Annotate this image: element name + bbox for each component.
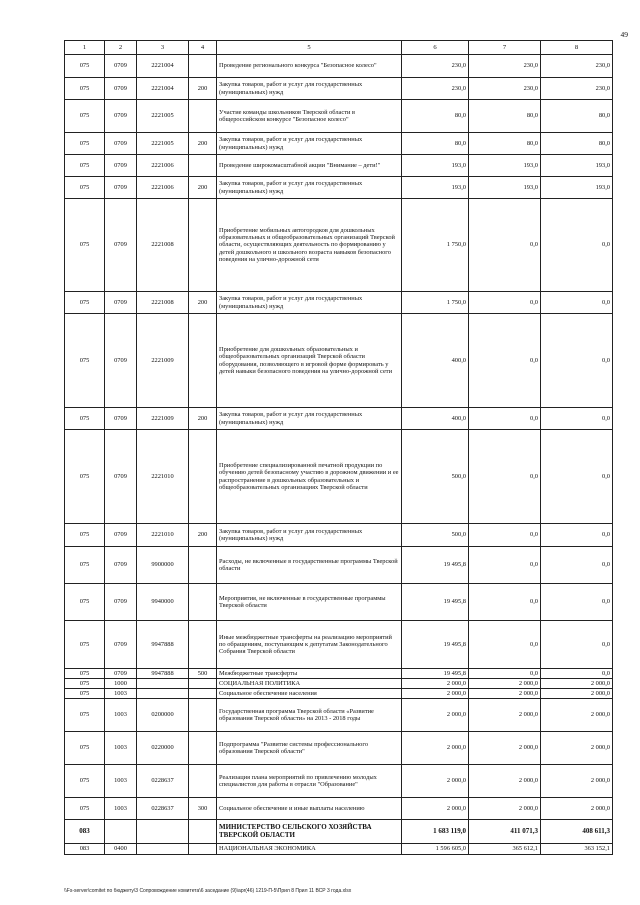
cell-admin-code: 075 [65,100,105,133]
cell-description: Реализация плана мероприятий по привлечению молодых специалистов для работы в отрасли "Образование" [217,765,402,798]
cell-amount-year2: 2 000,0 [469,798,541,820]
table-row [65,524,613,547]
cell-amount-year2: 0,0 [469,547,541,584]
cell-amount-year2: 2 000,0 [469,689,541,699]
cell-target-code: 2221004 [137,55,189,78]
cell-amount-year1: 500,0 [402,430,469,524]
cell-description: НАЦИОНАЛЬНАЯ ЭКОНОМИКА [217,844,402,855]
cell-amount-year2: 2 000,0 [469,765,541,798]
cell-amount-year3: 230,0 [541,78,613,100]
table-row [65,430,613,524]
cell-expense-type [189,430,217,524]
cell-expense-type [189,732,217,765]
table-row [65,55,613,78]
table-row [65,584,613,621]
cell-admin-code: 075 [65,177,105,199]
cell-section-code: 0709 [105,547,137,584]
cell-amount-year2: 0,0 [469,314,541,408]
cell-amount-year1: 400,0 [402,314,469,408]
header-cell: 2 [105,41,137,55]
cell-expense-type: 200 [189,133,217,155]
cell-amount-year3: 0,0 [541,292,613,314]
cell-amount-year1: 230,0 [402,55,469,78]
cell-expense-type [189,199,217,292]
cell-admin-code: 075 [65,524,105,547]
cell-admin-code: 075 [65,621,105,669]
table-row [65,547,613,584]
cell-expense-type: 200 [189,78,217,100]
cell-section-code: 0709 [105,199,137,292]
cell-target-code: 2221009 [137,408,189,430]
cell-amount-year1: 80,0 [402,100,469,133]
cell-section-code: 0709 [105,408,137,430]
header-row [65,41,613,55]
cell-amount-year2: 365 612,1 [469,844,541,855]
table-row [65,155,613,177]
cell-amount-year2: 0,0 [469,584,541,621]
table-row [65,199,613,292]
cell-amount-year2: 230,0 [469,78,541,100]
cell-description: Расходы, не включенные в государственные программы Тверской области [217,547,402,584]
cell-amount-year3: 408 611,3 [541,820,613,844]
cell-amount-year1: 2 000,0 [402,679,469,689]
cell-admin-code: 075 [65,584,105,621]
budget-table [64,40,613,855]
cell-description: Проведение широкомасштабной акции "Внимание – дети!" [217,155,402,177]
table-row [65,765,613,798]
cell-amount-year3: 80,0 [541,100,613,133]
cell-amount-year2: 411 071,3 [469,820,541,844]
cell-admin-code: 075 [65,679,105,689]
table-row [65,133,613,155]
cell-admin-code: 083 [65,844,105,855]
cell-amount-year2: 193,0 [469,177,541,199]
cell-admin-code: 075 [65,408,105,430]
cell-section-code: 0709 [105,78,137,100]
cell-target-code: 2221006 [137,177,189,199]
cell-description: Закупка товаров, работ и услуг для государственных (муниципальных) нужд [217,524,402,547]
cell-admin-code: 075 [65,133,105,155]
cell-amount-year2: 0,0 [469,199,541,292]
cell-amount-year2: 2 000,0 [469,699,541,732]
cell-amount-year1: 193,0 [402,177,469,199]
cell-amount-year3: 2 000,0 [541,689,613,699]
cell-amount-year3: 0,0 [541,584,613,621]
cell-section-code: 0709 [105,524,137,547]
cell-description: Закупка товаров, работ и услуг для государственных (муниципальных) нужд [217,177,402,199]
cell-target-code: 2221008 [137,199,189,292]
cell-section-code: 1003 [105,699,137,732]
cell-admin-code: 075 [65,314,105,408]
cell-amount-year2: 193,0 [469,155,541,177]
cell-target-code: 2221005 [137,133,189,155]
cell-expense-type [189,55,217,78]
cell-amount-year3: 2 000,0 [541,699,613,732]
cell-amount-year1: 19 495,8 [402,584,469,621]
cell-section-code: 0709 [105,133,137,155]
cell-amount-year1: 2 000,0 [402,765,469,798]
cell-description: Закупка товаров, работ и услуг для государственных (муниципальных) нужд [217,292,402,314]
table-row [65,100,613,133]
cell-admin-code: 075 [65,798,105,820]
cell-amount-year2: 80,0 [469,133,541,155]
cell-amount-year1: 1 750,0 [402,199,469,292]
footer-file-path: \\Fs-server\comitet по бюджету\3 Сопровождение комитета\6 заседание (9)\apr(46) 1219-П-5\Прил 8 Прил 11 ВСР 3 года.xlsx [64,888,352,894]
cell-expense-type [189,155,217,177]
cell-amount-year3: 2 000,0 [541,798,613,820]
cell-amount-year3: 0,0 [541,621,613,669]
cell-amount-year3: 0,0 [541,199,613,292]
cell-description: Закупка товаров, работ и услуг для государственных (муниципальных) нужд [217,133,402,155]
cell-description: Иные межбюджетные трансферты на реализацию мероприятий по обращениям, поступающим к депутатам Законодательного Собрания Тверской области [217,621,402,669]
cell-description: Приобретение специализированной печатной продукции по обучению детей безопасному участию в дорожном движении и ее распространение в дошкольных образовательных и общеобразовательных организациях Тверской области [217,430,402,524]
cell-target-code: 2221010 [137,524,189,547]
table-row [65,177,613,199]
cell-amount-year3: 0,0 [541,524,613,547]
cell-section-code: 0709 [105,292,137,314]
cell-description: МИНИСТЕРСТВО СЕЛЬСКОГО ХОЗЯЙСТВА ТВЕРСКОЙ ОБЛАСТИ [217,820,402,844]
cell-section-code: 0709 [105,621,137,669]
cell-section-code: 0709 [105,155,137,177]
table-row [65,732,613,765]
cell-expense-type: 200 [189,408,217,430]
cell-admin-code: 075 [65,669,105,679]
header-cell: 7 [469,41,541,55]
cell-target-code: 2221008 [137,292,189,314]
cell-amount-year1: 19 495,8 [402,547,469,584]
cell-amount-year2: 80,0 [469,100,541,133]
cell-expense-type [189,699,217,732]
cell-section-code: 0709 [105,55,137,78]
cell-expense-type [189,584,217,621]
cell-expense-type: 200 [189,292,217,314]
header-cell: 3 [137,41,189,55]
header-cell: 1 [65,41,105,55]
cell-target-code [137,679,189,689]
cell-admin-code: 075 [65,78,105,100]
header-cell: 8 [541,41,613,55]
cell-expense-type [189,765,217,798]
cell-section-code: 0709 [105,584,137,621]
table-row [65,78,613,100]
cell-target-code: 0220000 [137,732,189,765]
table-row [65,679,613,689]
cell-amount-year1: 2 000,0 [402,689,469,699]
cell-amount-year3: 2 000,0 [541,732,613,765]
cell-amount-year1: 1 596 605,0 [402,844,469,855]
cell-section-code: 1000 [105,679,137,689]
cell-amount-year2: 230,0 [469,55,541,78]
cell-amount-year3: 363 152,1 [541,844,613,855]
cell-amount-year3: 2 000,0 [541,679,613,689]
table-row [65,844,613,855]
table-row [65,689,613,699]
cell-section-code: 1003 [105,732,137,765]
cell-description: Социальное обеспечение населения [217,689,402,699]
cell-amount-year3: 0,0 [541,430,613,524]
header-cell: 5 [217,41,402,55]
cell-amount-year1: 80,0 [402,133,469,155]
cell-amount-year3: 80,0 [541,133,613,155]
table-row [65,621,613,669]
cell-amount-year3: 193,0 [541,177,613,199]
cell-target-code: 9947888 [137,669,189,679]
cell-amount-year1: 2 000,0 [402,732,469,765]
header-cell: 6 [402,41,469,55]
cell-admin-code: 075 [65,765,105,798]
cell-description: Межбюджетные трансферты [217,669,402,679]
table-body [65,55,613,855]
cell-description: Приобретение для дошкольных образовательных и общеобразовательных организаций Тверской области оборудования, позволяющего в игровой форме формировать у детей навыки безопасного поведения на улично-дорожной сети [217,314,402,408]
cell-target-code: 0228637 [137,765,189,798]
cell-amount-year1: 19 495,8 [402,621,469,669]
cell-admin-code: 075 [65,699,105,732]
cell-target-code [137,844,189,855]
table-row [65,669,613,679]
table-row [65,699,613,732]
cell-expense-type: 300 [189,798,217,820]
cell-amount-year1: 500,0 [402,524,469,547]
cell-description: Закупка товаров, работ и услуг для государственных (муниципальных) нужд [217,78,402,100]
cell-section-code: 0709 [105,100,137,133]
cell-target-code: 0228637 [137,798,189,820]
cell-amount-year3: 0,0 [541,408,613,430]
cell-amount-year1: 230,0 [402,78,469,100]
cell-expense-type [189,820,217,844]
cell-section-code: 0400 [105,844,137,855]
cell-target-code: 9947888 [137,621,189,669]
cell-target-code: 0200000 [137,699,189,732]
cell-description: Мероприятия, не включенные в государственные программы Тверской области [217,584,402,621]
cell-amount-year1: 2 000,0 [402,798,469,820]
cell-amount-year3: 0,0 [541,547,613,584]
cell-section-code: 1003 [105,689,137,699]
cell-description: Участие команды школьников Тверской области в общероссийском конкурсе "Безопасное колесо" [217,100,402,133]
cell-amount-year3: 230,0 [541,55,613,78]
cell-amount-year1: 1 683 119,0 [402,820,469,844]
header-cell: 4 [189,41,217,55]
cell-target-code [137,689,189,699]
cell-admin-code: 075 [65,547,105,584]
cell-description: Государственная программа Тверской области «Развитие образования Тверской области» на 2013 - 2018 годы [217,699,402,732]
cell-amount-year2: 0,0 [469,621,541,669]
cell-amount-year2: 0,0 [469,408,541,430]
cell-admin-code: 083 [65,820,105,844]
cell-section-code: 1003 [105,798,137,820]
cell-target-code: 2221005 [137,100,189,133]
cell-description: Социальное обеспечение и иные выплаты населению [217,798,402,820]
cell-admin-code: 075 [65,732,105,765]
cell-description: Подпрограмма "Развитие системы профессионального образования Тверской области" [217,732,402,765]
cell-target-code: 9940000 [137,584,189,621]
cell-section-code: 1003 [105,765,137,798]
cell-amount-year3: 193,0 [541,155,613,177]
table-row [65,798,613,820]
cell-expense-type: 200 [189,177,217,199]
cell-expense-type [189,314,217,408]
cell-admin-code: 075 [65,689,105,699]
cell-section-code: 0709 [105,314,137,408]
cell-expense-type [189,547,217,584]
cell-description: Закупка товаров, работ и услуг для государственных (муниципальных) нужд [217,408,402,430]
cell-amount-year2: 2 000,0 [469,679,541,689]
cell-target-code: 9900000 [137,547,189,584]
cell-amount-year2: 0,0 [469,524,541,547]
table-row [65,314,613,408]
cell-amount-year3: 0,0 [541,669,613,679]
table-row [65,408,613,430]
cell-amount-year1: 193,0 [402,155,469,177]
table-row [65,820,613,844]
cell-amount-year1: 19 495,8 [402,669,469,679]
cell-section-code: 0709 [105,669,137,679]
cell-amount-year1: 2 000,0 [402,699,469,732]
cell-amount-year3: 0,0 [541,314,613,408]
cell-amount-year2: 0,0 [469,669,541,679]
cell-amount-year2: 2 000,0 [469,732,541,765]
cell-section-code [105,820,137,844]
cell-target-code [137,820,189,844]
cell-target-code: 2221006 [137,155,189,177]
cell-amount-year1: 1 750,0 [402,292,469,314]
cell-admin-code: 075 [65,199,105,292]
cell-admin-code: 075 [65,292,105,314]
cell-expense-type: 500 [189,669,217,679]
cell-expense-type [189,689,217,699]
cell-section-code: 0709 [105,430,137,524]
cell-admin-code: 075 [65,155,105,177]
cell-expense-type [189,679,217,689]
table-row [65,292,613,314]
cell-target-code: 2221004 [137,78,189,100]
cell-expense-type [189,844,217,855]
cell-amount-year1: 400,0 [402,408,469,430]
cell-admin-code: 075 [65,430,105,524]
cell-target-code: 2221009 [137,314,189,408]
cell-amount-year2: 0,0 [469,292,541,314]
cell-description: СОЦИАЛЬНАЯ ПОЛИТИКА [217,679,402,689]
page-number: 49 [620,30,628,39]
cell-expense-type: 200 [189,524,217,547]
cell-expense-type [189,100,217,133]
cell-admin-code: 075 [65,55,105,78]
cell-description: Проведение регионального конкурса "Безопасное колесо" [217,55,402,78]
cell-description: Приобретение мобильных автогородков для дошкольных образовательных и общеобразовательных организаций Тверской области, осуществляющих деятельность по формированию у детей дошкольного и школьного возраста навыков безопасного поведения на улично-дорожной сети [217,199,402,292]
cell-amount-year2: 0,0 [469,430,541,524]
cell-target-code: 2221010 [137,430,189,524]
cell-expense-type [189,621,217,669]
cell-amount-year3: 2 000,0 [541,765,613,798]
cell-section-code: 0709 [105,177,137,199]
